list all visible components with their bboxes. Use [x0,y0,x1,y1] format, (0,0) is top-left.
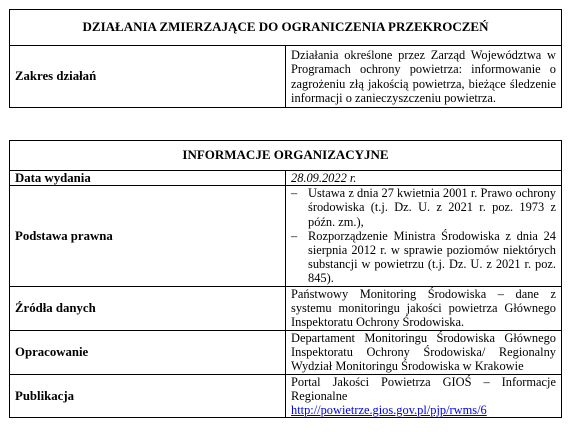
actions-table [9,9,562,108]
publication-text: Portal Jakości Powietrza GIOŚ – Informacje Regionalne [291,374,556,403]
publication-value [286,374,562,418]
data-sources-value: Państwowy Monitoring Środowiska – dane z systemu monitoringu jakości powietrza Głównego Inspektoratu Ochrony Środowiska. [286,286,562,330]
legal-basis-item: – Rozporządzenie Ministra Środowiska z dnia 24 sierpnia 2012 r. w sprawie poziomów niektórych substancji w powietrzu (t.j. Dz. U. z 2021 r. poz. 845). [291,228,556,286]
issue-date-value: 28.09.2022 r. [286,171,562,186]
prepared-by-value: Departament Monitoringu Środowiska Głównego Inspektoratu Ochrony Środowiska/ Regionalny Wydział Monitoringu Środowiska w Krakowie [286,330,562,374]
actions-title: DZIAŁANIA ZMIERZAJĄCE DO OGRANICZENIA PRZEKROCZEŃ [10,10,562,46]
publication-label: Publikacja [10,374,286,418]
legal-basis-item: – Ustawa z dnia 27 kwietnia 2001 r. Prawo ochrony środowiska (t.j. Dz. U. z 2021 r. poz. 1973 z późn. zm.), [291,186,556,229]
publication-link[interactable]: http://powietrze.gios.gov.pl/pjp/rwms/6 [291,403,487,418]
organizational-info-table [9,140,562,418]
scope-value: Działania określone przez Zarząd Województwa w Programach ochrony powietrza: informowanie o zagrożeniu złą jakością powietrza, bieżące śledzenie informacji o zanieczyszczeniu powietrza. [286,46,562,108]
legal-basis-label: Podstawa prawna [10,186,286,286]
issue-date-label: Data wydania [10,171,286,186]
legal-basis-value [286,186,562,286]
scope-label: Zakres działań [10,46,286,108]
data-sources-label: Źródła danych [10,286,286,330]
org-info-title: INFORMACJE ORGANIZACYJNE [10,141,562,171]
prepared-by-label: Opracowanie [10,330,286,374]
